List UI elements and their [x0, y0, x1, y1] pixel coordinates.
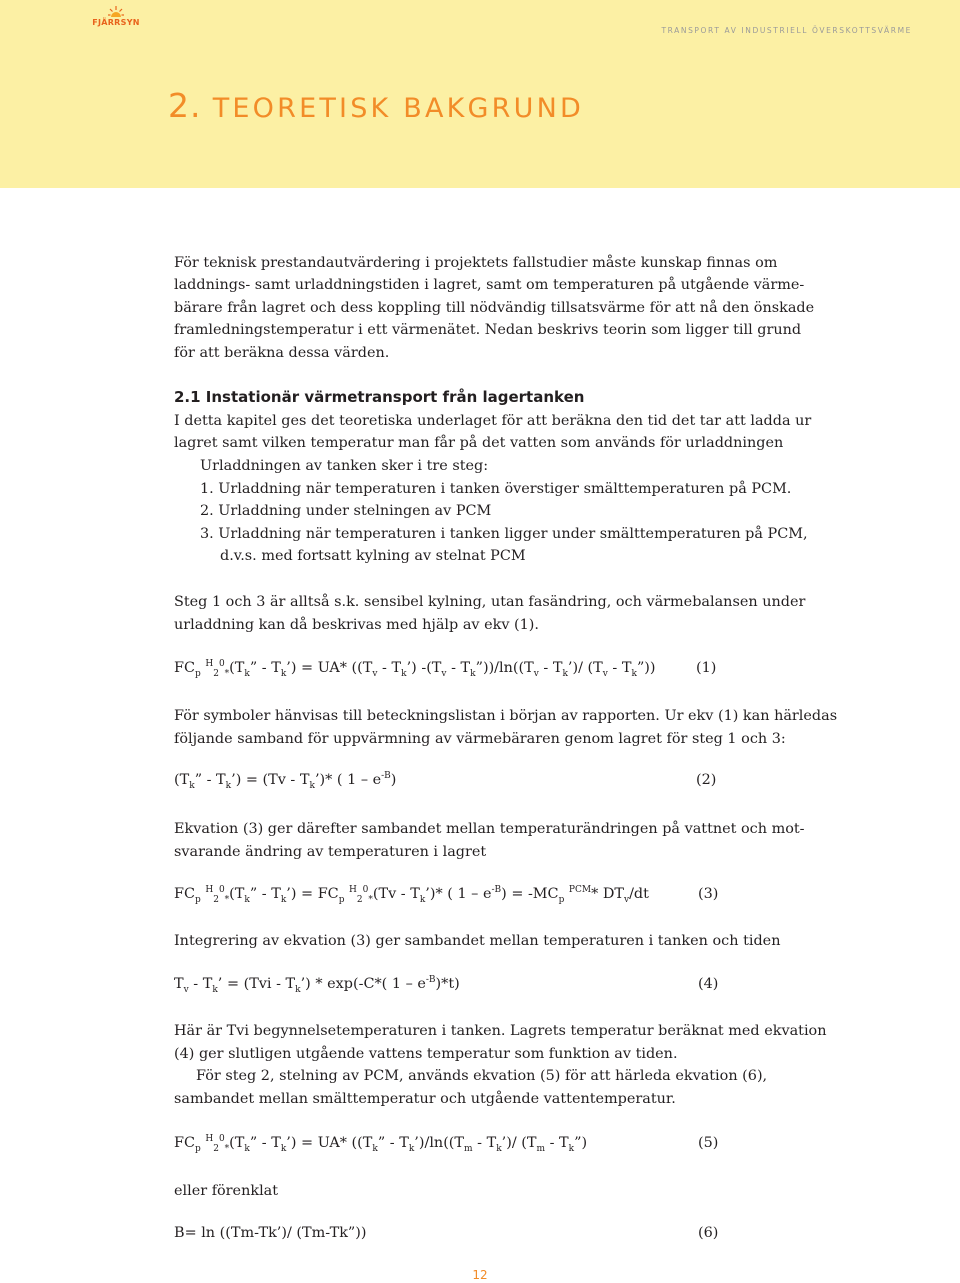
fjarrsyn-logo [88, 6, 144, 34]
intro-line-1: För teknisk prestandautvärdering i projektets fallstudier måste kunskap finnas om [174, 255, 778, 271]
ekv3-line-1: Ekvation (3) ger därefter sambandet mellan temperaturändringen på vattnet och mot- [174, 821, 805, 837]
intro-line-2: laddnings- samt urladdningstiden i lagret, samt om temperaturen på utgående värme- [174, 277, 805, 293]
section-heading: 2.1 Instationär värmetransport från lagertanken [174, 388, 585, 406]
equation-2: ($T_k$” - $T_k’) = (Tv$ - $T_k’)*$ ( $1 - e^{-B}$) [174, 771, 397, 791]
section-line-1: I detta kapitel ges det teoretiska underlaget för att beräkna den tid det tar att ladda ur [174, 413, 812, 429]
step-3-cont: d.v.s. med fortsatt kylning av stelnat PCM [220, 548, 526, 564]
section-line-2: lagret samt vilken temperatur man får på det vatten som används för urladdningen [174, 435, 784, 451]
step-3: 3. Urladdning när temperaturen i tanken ligger under smälttemperaturen på PCM, [200, 526, 808, 542]
equation-4-number: (4) [698, 976, 719, 992]
equation-6: B= ln ((Tm-Tk’)/ (Tm-Tk”)) [174, 1225, 367, 1241]
page-number: 12 [472, 1268, 488, 1282]
section-line-3: Urladdningen av tanken sker i tre steg: [200, 458, 489, 474]
tvi-line-4: sambandet mellan smälttemperatur och utgående vattentemperatur. [174, 1091, 676, 1107]
equation-5-number: (5) [698, 1135, 719, 1151]
tvi-line-1: Här är Tvi begynnelsetemperaturen i tanken. Lagrets temperatur beräknat med ekvation [174, 1023, 827, 1039]
step-1: 1. Urladdning när temperaturen i tanken överstiger smälttemperaturen på PCM. [200, 481, 792, 497]
equation-6-number: (6) [698, 1225, 719, 1241]
ekv3-line-2: svarande ändring av temperaturen i lagret [174, 844, 487, 860]
sun-icon [108, 6, 124, 18]
integrering-line: Integrering av ekvation (3) ger sambandet mellan temperaturen i tanken och tiden [174, 933, 781, 949]
equation-2-number: (2) [696, 772, 717, 788]
symboler-line-1: För symboler hänvisas till beteckningslistan i början av rapporten. Ur ekv (1) kan härledas [174, 708, 838, 724]
steg-line-1: Steg 1 och 3 är alltså s.k. sensibel kylning, utan fasändring, och värmebalansen under [174, 594, 806, 610]
symboler-line-2: följande samband för uppvärmning av värmebäraren genom lagret för steg 1 och 3: [174, 731, 786, 747]
equation-1: $FC_p$ $^H_2^0_*(T_k$” - $T_k’) = UA*$ (($T_v$ - $T_k$’) $-(T_v$ - $T_k”))/\ln((T_v$ - $T_k’)/$ ($T_v$ - $T_k$”)) [174, 659, 656, 679]
step-2: 2. Urladdning under stelningen av PCM [200, 503, 492, 519]
forenklat-line: eller förenklat [174, 1183, 279, 1199]
chapter-number: 2. [168, 86, 202, 125]
equation-3-number: (3) [698, 886, 719, 902]
intro-line-5: för att beräkna dessa värden. [174, 345, 390, 361]
intro-line-4: framledningstemperatur i ett värmenätet. Nedan beskrivs teorin som ligger till grund [174, 322, 802, 338]
equation-3: $FC_p$ $^H_2^0_*(T_k$” - $T_k’) = FC_p$ $^H_2^0_*(Tv - T_k’)*$ ( $1 - e^{-B}) = -MC_p$ $^{PCM}$* $DT_v/dt$ [174, 885, 649, 905]
running-head: TRANSPORT AV INDUSTRIELL ÖVERSKOTTSVÄRME [661, 26, 912, 35]
intro-line-3: bärare från lagret och dess koppling till nödvändig tillsatsvärme för att nå den önskade [174, 300, 815, 316]
equation-5: $FC_p$ $^H_2^0_*(T_k$” - $T_k’) = UA*$ (($T_k$” - $T_k’)/\ln((T_m$ - $T_k’)/$ ($T_m$ - $T_k$”) [174, 1134, 588, 1154]
chapter-title [168, 86, 584, 125]
steg-line-2: urladdning kan då beskrivas med hjälp av ekv (1). [174, 617, 540, 633]
chapter-title-text: TEORETISK BAKGRUND [212, 93, 584, 124]
tvi-line-2: (4) ger slutligen utgående vattens temperatur som funktion av tiden. [174, 1046, 678, 1062]
tvi-line-3: För steg 2, stelning av PCM, används ekvation (5) för att härleda ekvation (6), [196, 1068, 768, 1084]
equation-1-number: (1) [696, 660, 717, 676]
logo-text: FJÄRRSYN [92, 18, 140, 27]
header-band [0, 0, 960, 188]
equation-4: $T_v - T_k$’ = $(Tvi - T_k’) * \exp(-C*$( $1 - e^{-B})*t$) [174, 975, 460, 995]
